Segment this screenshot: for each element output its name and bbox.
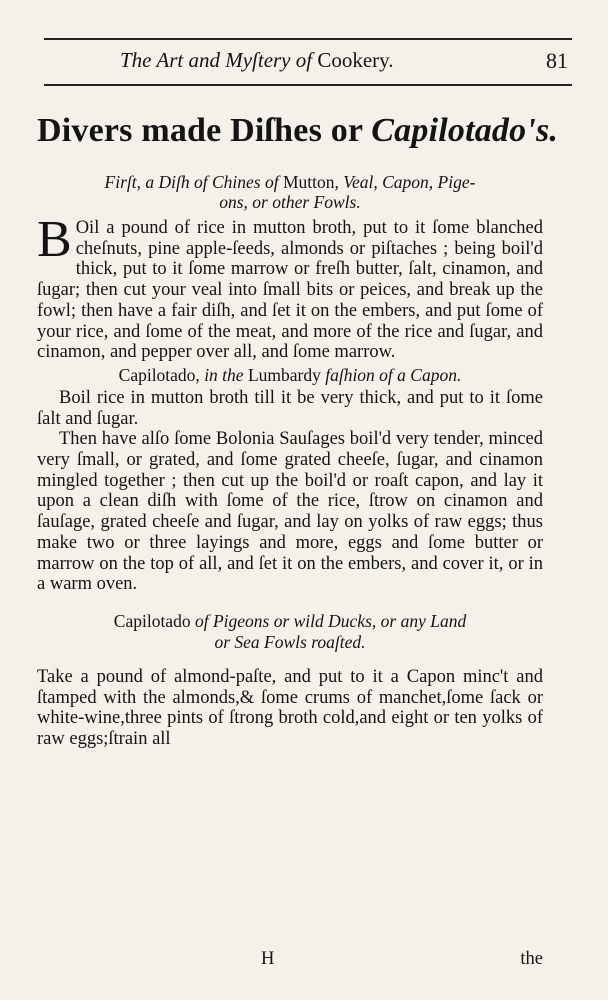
section2-paragraph1: Boil rice in mutton broth till it be very thick, and put to it ſome ſalt and ſugar.	[37, 387, 543, 429]
page-number: 81	[546, 48, 568, 73]
section2-heading-italic1: in the	[204, 364, 248, 385]
section1-paragraph	[37, 211, 543, 363]
top-rule	[44, 38, 572, 40]
signature-mark: H	[261, 949, 275, 969]
section1-heading-line2: ons, or other Fowls.	[219, 192, 361, 212]
main-title	[37, 112, 559, 150]
section2-heading-italic2: faſhion of a Capon.	[325, 364, 462, 385]
catchword: the	[520, 949, 543, 969]
text-block	[37, 112, 559, 750]
section2-heading-lumbardy: Lumbardy	[247, 364, 326, 385]
main-title-italic: Capilotado's.	[371, 112, 559, 149]
section1-heading-mutton: Mutton	[282, 172, 335, 192]
bottom-rule	[44, 84, 572, 86]
drop-cap: B	[37, 211, 72, 268]
running-head-title-italic: The Art and Myſtery of	[120, 48, 313, 72]
running-head	[44, 48, 572, 76]
section3-paragraph: Take a pound of almond-paſte, and put to it a Capon minc't and ſtamped with the almonds,& ſome crums of manchet,ſome ſack or white-wine,three pints of ſtrong broth cold,and eight or ten yolks of raw eggs;ſtrain all	[37, 666, 543, 750]
section2-paragraph2: Then have alſo ſome Bolonia Sauſages boil'd very tender, minced very ſmall, or grated, and ſome grated cheeſe, ſugar, and cinamon mingled together ; then cut up the boil'd or roaſt capon, and lay it upon a clean diſh with ſome of the rice, ſtrow on cinamon and ſauſage, grated cheeſe and ſugar, and lay on yolks of raw eggs; thus make two or three layings and more, eggs and ſome butter or marrow on the top of all, and ſet it on the embers, and cover it, or in a warm oven.	[37, 429, 543, 595]
section1-heading-part1: Firſt, a Diſh of Chines of	[104, 172, 283, 192]
running-head-title-end: Cookery.	[317, 48, 394, 72]
section2-heading	[37, 365, 543, 386]
section3-heading-line2: or Sea Fowls roaſted.	[214, 631, 366, 652]
section3-heading-italic: of Pigeons or wild Ducks, or any Land	[194, 610, 467, 631]
running-head-title	[120, 48, 394, 73]
footer-line	[37, 949, 543, 973]
section3-heading	[37, 611, 543, 653]
section1-text: Oil a pound of rice in mutton broth, put to it ſome blanched cheſnuts, pine apple-ſeeds, almonds or piſtaches ; being boil'd thick, put to it ſome marrow or freſh butter, ſalt, cinamon, and ſugar; then cut your veal into ſmall bits or peices, and break up the fowl; then have a fair diſh, and ſet it on the embers, and put ſome of your rice, and ſome of the meat, and more of the rice and ſugar, and cinamon, and pepper over all, and ſome marrow.	[37, 218, 543, 363]
section1-heading	[37, 172, 543, 212]
section1-heading-part2: , Veal, Capon, Pige-	[334, 172, 476, 192]
section3-heading-plain: Capilotado	[113, 610, 195, 631]
main-title-plain: Divers made Diſhes or	[37, 112, 372, 149]
section2-heading-plain: Capilotado,	[118, 364, 205, 385]
